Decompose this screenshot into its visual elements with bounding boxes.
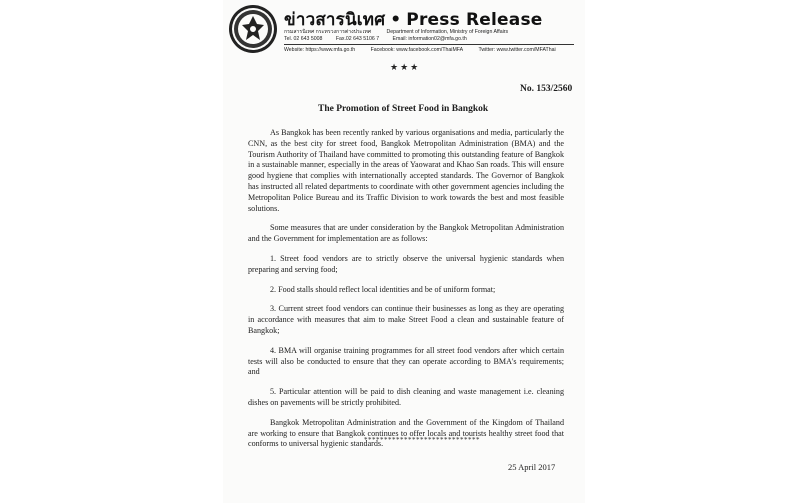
facebook: Facebook: www.facebook.com/ThaiMFA xyxy=(370,47,464,53)
document-title: The Promotion of Street Food in Bangkok xyxy=(318,104,489,114)
twitter: Twitter: www.twitter.com/MFAThai xyxy=(478,47,556,53)
reference-number: No. 153/2560 xyxy=(520,84,573,94)
department-thai: กรมสารนิเทศ กระทรวงการต่างประเทศ xyxy=(284,29,372,35)
measure-item: 3. Current street food vendors can continue their businesses as long as they are operating in accordance with measures that aim to make Street Food a clean and sustainable feature of Bangkok; xyxy=(248,304,564,335)
department-english: Department of Information, Ministry of Foreign Affairs xyxy=(386,29,509,35)
paragraph: Bangkok Metropolitan Administration and the Government of the Kingdom of Thailand are working to ensure that Bangkok continues to offer locals and tourists healthy street food that conforms to universal hygienic standards. xyxy=(248,417,564,449)
contact-line xyxy=(284,36,479,42)
telephone: Tel. 02 643 5008 xyxy=(284,36,323,42)
measure-item: 5. Particular attention will be paid to dish cleaning and waste management i.e. cleaning dishes on pavements will be strictly prohibited. xyxy=(248,387,564,407)
measure-item: 2. Food stalls should reflect local identities and be of uniform format; xyxy=(270,284,496,294)
fax: Fax.02 643 5106 7 xyxy=(335,36,380,42)
website: Website: https://www.mfa.go.th xyxy=(284,47,356,53)
release-date: 25 April 2017 xyxy=(508,462,556,472)
header-divider xyxy=(284,44,574,45)
header-stars: ★★★ xyxy=(390,62,421,72)
government-seal-icon xyxy=(228,4,278,54)
english-title: Press Release xyxy=(406,10,543,30)
paragraph: Some measures that are under consideration by the Bangkok Metropolitan Administration and the Government for implementation are as follows: xyxy=(248,223,564,244)
title-separator: • xyxy=(390,10,402,30)
measure-item: 1. Street food vendors are to strictly observe the universal hygienic standards when preparing and serving food; xyxy=(248,253,564,274)
end-marker: ***************************** xyxy=(364,436,480,444)
paragraph: As Bangkok has been recently ranked by various organisations and media, particularly the CNN, as the best city for street food, Bangkok Metropolitan Administration (BMA) and the Tourism Authority of Thailand have committed to promoting this outstanding feature of Bangkok in a sustainable manner, especially in the areas of Yaowarat and Khao San roads. This will ensure good hygiene that complies with internationally accepted standards. The Governor of Bangkok has instructed all related departments to coordinate with other government agencies including the Metropolitan Police Bureau and its Traffic Division to work towards the best and most feasible solutions. xyxy=(248,128,564,213)
measure-item: 4. BMA will organise training programmes for all street food vendors after which certain tests will also be conducted to ensure that they can operate according to BMA's requirements; and xyxy=(248,345,564,377)
thai-title: ข่าวสารนิเทศ xyxy=(284,10,386,30)
email: Email: information02@mfa.go.th xyxy=(392,36,467,42)
document-body xyxy=(248,128,564,459)
department-line xyxy=(284,28,584,36)
web-line xyxy=(284,47,570,53)
